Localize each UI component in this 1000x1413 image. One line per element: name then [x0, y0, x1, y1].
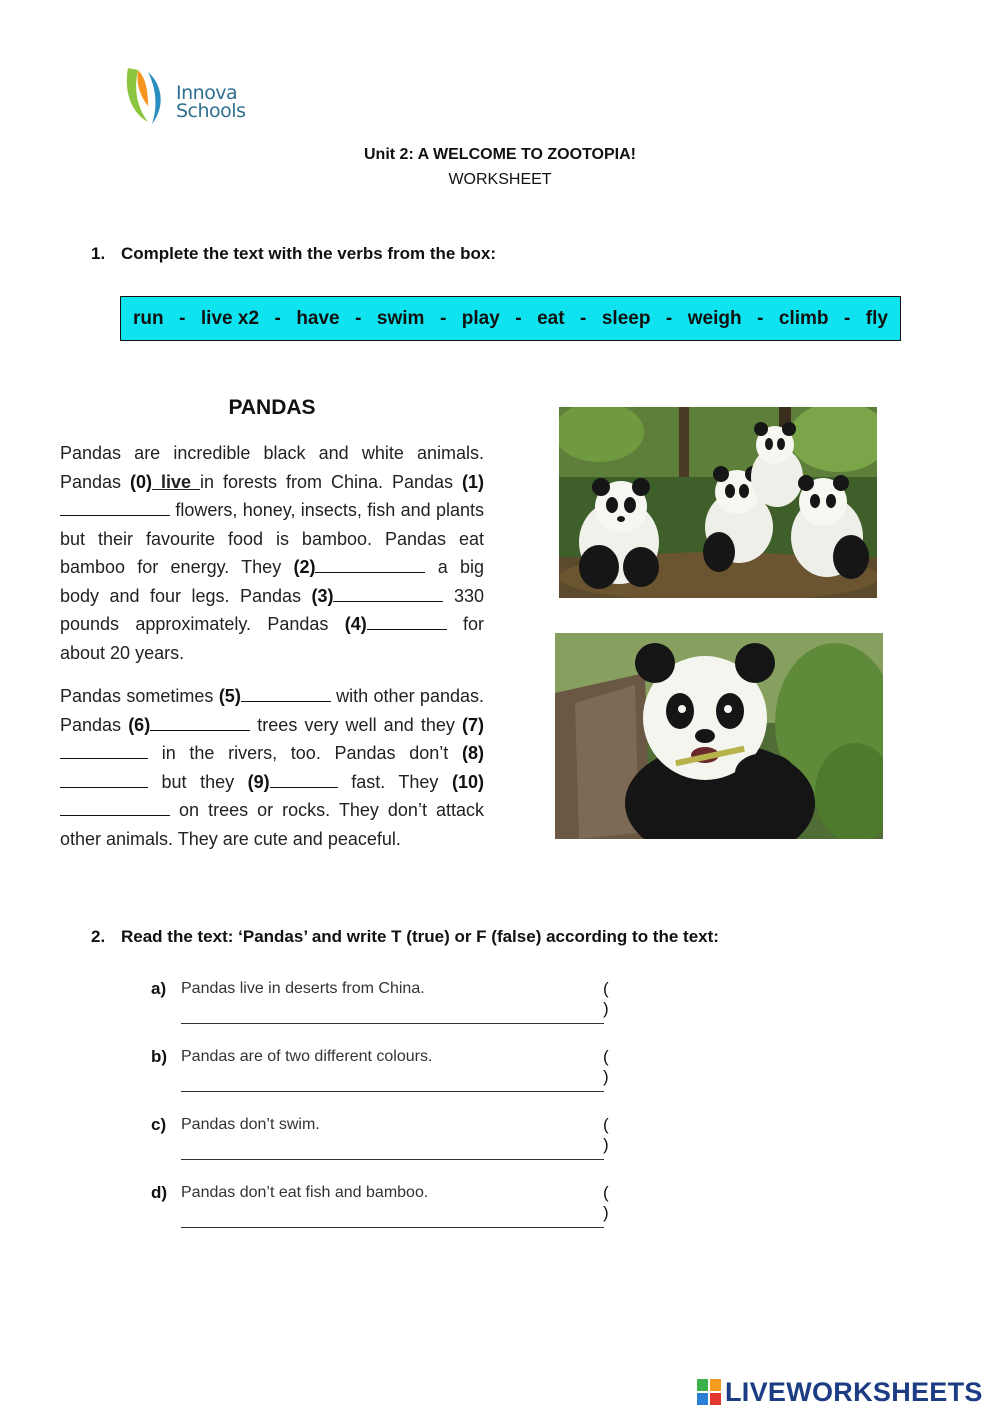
- question-2-instruction: 2. Read the text: ‘Pandas’ and write T (true) or F (false) according to the text:: [91, 927, 719, 946]
- box-separator: -: [580, 307, 587, 329]
- box-separator: -: [439, 307, 447, 329]
- box-word: swim: [376, 307, 425, 329]
- gap-number: (1): [462, 471, 484, 492]
- gap-2-blank[interactable]: [315, 554, 425, 573]
- gap-number: (8): [461, 743, 484, 763]
- liveworksheets-brand: LIVEWORKSHEETS: [697, 1376, 983, 1408]
- box-separator: -: [757, 307, 764, 329]
- gap-7-blank[interactable]: [60, 740, 148, 759]
- passage-paragraph-1: Pandas are incredible black and white animals. Pandas (0) live in forests from China. Pandas (1) flowers, honey, insects, fish and plants but their favourite food is bamboo. Pandas eat bamboo for energy. They (2) a big body and four legs. Pandas (3) 330 pounds approximately. Pandas (4) for about 20 years.: [60, 443, 484, 663]
- gap-number: (0): [130, 471, 153, 492]
- school-logo: [122, 62, 262, 126]
- box-word: fly: [865, 307, 888, 329]
- justification-line[interactable]: [181, 1023, 604, 1024]
- verb-word-box: [120, 296, 901, 341]
- box-separator: -: [843, 307, 851, 329]
- gap-number: (10): [451, 771, 484, 792]
- tf-answer-box[interactable]: ( ): [603, 1115, 615, 1154]
- true-false-item: c) Pandas don’t swim. ( ): [151, 1115, 631, 1175]
- example-answer: live: [152, 471, 201, 492]
- gap-9-blank[interactable]: [270, 769, 338, 788]
- photo-panda-eating: [555, 633, 883, 839]
- innova-leaf-icon: [122, 62, 172, 126]
- statement-text: Pandas are of two different colours.: [181, 1048, 433, 1065]
- passage-title: PANDAS: [228, 396, 316, 419]
- photo-panda-group: [559, 407, 877, 598]
- gap-6-blank[interactable]: [150, 712, 250, 731]
- gap-8-blank[interactable]: [60, 769, 148, 788]
- justification-line[interactable]: [181, 1159, 604, 1160]
- unit-title: Unit 2: A WELCOME TO ZOOTOPIA!: [364, 146, 636, 163]
- box-separator: -: [355, 307, 362, 329]
- statement-text: Pandas live in deserts from China.: [181, 980, 425, 997]
- gap-4-blank[interactable]: [367, 611, 447, 630]
- passage-paragraph-2: Pandas sometimes (5) with other pandas. Pandas (6) trees very well and they (7) in the rivers, too. Pandas don’t (8) but they (9) fast. They (10) on trees or rocks. They don’t attack other animals. They are cute and peaceful.: [60, 682, 484, 853]
- true-false-item: d) Pandas don’t eat fish and bamboo. ( ): [151, 1183, 631, 1243]
- true-false-item: b) Pandas are of two different colours. ( ): [151, 1047, 631, 1107]
- gap-3-blank[interactable]: [333, 583, 443, 602]
- liveworksheets-logo-icon: [697, 1379, 721, 1405]
- box-separator: -: [515, 307, 522, 329]
- box-word: run: [133, 307, 164, 329]
- box-word: sleep: [601, 307, 651, 329]
- box-separator: -: [179, 307, 186, 329]
- panda-eating-image: [555, 633, 883, 839]
- box-word: climb: [778, 307, 829, 329]
- question-1-instruction: 1. Complete the text with the verbs from the box:: [91, 244, 496, 263]
- gap-number: (9): [247, 771, 270, 792]
- gap-number: (6): [128, 714, 151, 735]
- gap-10-blank[interactable]: [60, 797, 170, 816]
- gap-1-blank[interactable]: [60, 497, 170, 516]
- tf-answer-box[interactable]: ( ): [603, 1047, 615, 1086]
- gap-number: (2): [293, 557, 316, 577]
- box-separator: -: [665, 307, 673, 329]
- box-word: weigh: [687, 307, 742, 329]
- statement-text: Pandas don’t swim.: [181, 1116, 320, 1133]
- box-word: live x2: [200, 307, 260, 329]
- box-word: eat: [537, 307, 565, 329]
- box-word: have: [296, 307, 340, 329]
- gap-number: (4): [344, 614, 367, 634]
- true-false-item: a) Pandas live in deserts from China. ( ): [151, 979, 631, 1039]
- justification-line[interactable]: [181, 1091, 604, 1092]
- statement-text: Pandas don’t eat fish and bamboo.: [181, 1184, 429, 1201]
- box-word: play: [461, 307, 500, 329]
- gap-number: (5): [218, 686, 241, 706]
- gap-number: (7): [461, 714, 484, 735]
- panda-group-image: [559, 407, 877, 598]
- tf-answer-box[interactable]: ( ): [603, 1183, 615, 1222]
- worksheet-title: WORKSHEET: [448, 171, 552, 188]
- gap-number: (3): [311, 585, 334, 606]
- logo-wordmark: Innova Schools: [176, 82, 246, 122]
- tf-answer-box[interactable]: ( ): [603, 979, 615, 1018]
- box-separator: -: [274, 307, 281, 329]
- justification-line[interactable]: [181, 1227, 604, 1228]
- gap-5-blank[interactable]: [241, 683, 331, 702]
